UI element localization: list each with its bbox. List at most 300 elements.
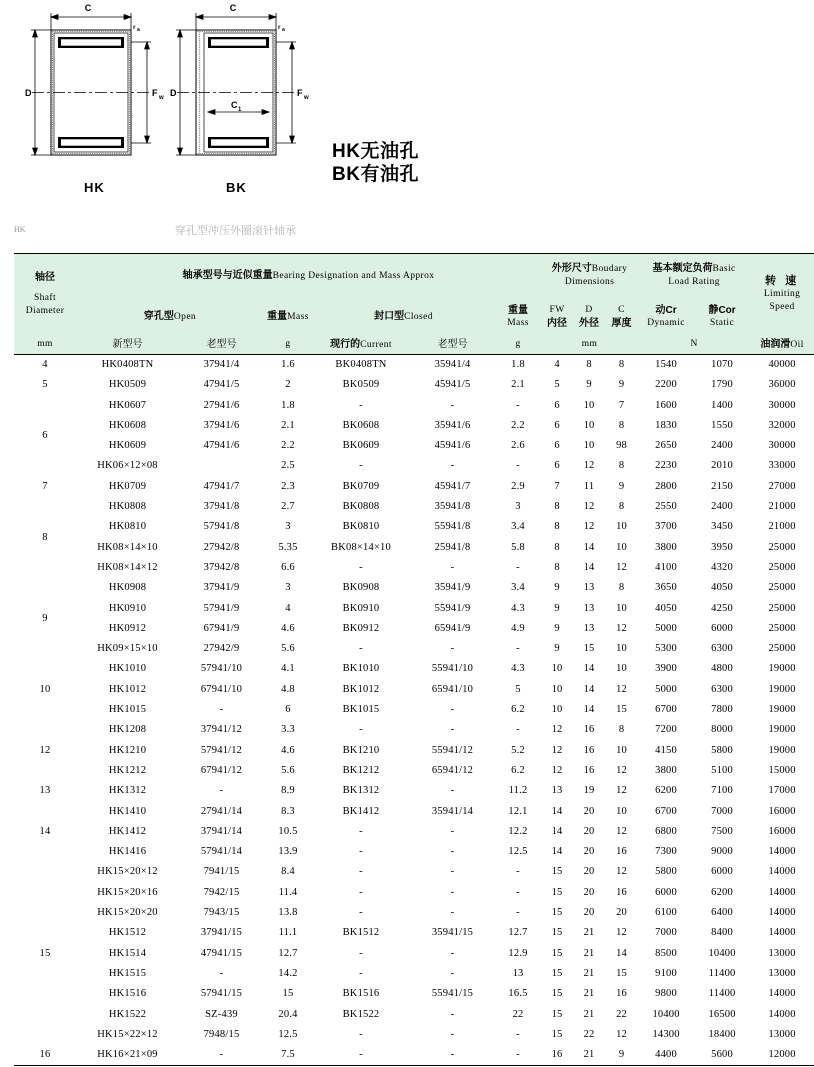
table-row — [14, 497, 814, 517]
cell-open-new: HK0908 — [108, 582, 147, 594]
cell-open-old: 37941/9 — [203, 582, 240, 594]
cell-cr: 5000 — [655, 622, 677, 634]
cell-open-new: HK1514 — [108, 947, 147, 959]
cell-fw: 8 — [554, 521, 560, 533]
cell-speed: 16000 — [768, 805, 796, 817]
cell-fw: 9 — [554, 643, 560, 655]
cell-c: 12 — [616, 785, 627, 797]
cell-d: 12 — [583, 460, 595, 472]
header-mass1-group — [264, 298, 312, 336]
cell-open-old: - — [179, 1045, 264, 1066]
cell-speed: 27000 — [768, 480, 796, 492]
cell-open-new: HK15×20×12 — [97, 866, 158, 878]
cell-mass2: 22 — [512, 1008, 524, 1020]
cell-cor: 6300 — [711, 643, 733, 655]
cell-fw: 15 — [551, 866, 563, 878]
table-row — [14, 781, 814, 801]
cell-mass2: 11.2 — [508, 785, 528, 797]
cell-speed: 36000 — [768, 379, 796, 391]
cell-d: 9 — [586, 379, 592, 391]
header-mass2-cn: 重量 — [508, 304, 529, 316]
cell-fw: 9 — [554, 602, 560, 614]
cell-d: 22 — [583, 1028, 595, 1040]
cell-speed: 19000 — [768, 663, 796, 675]
svg-text:w: w — [304, 95, 309, 101]
cell-mass1: 2.5 — [281, 460, 295, 472]
cell-d: 13 — [583, 622, 595, 634]
cell-closed-old: - — [450, 947, 455, 959]
table-row — [14, 578, 814, 598]
cell-open-new: HK1212 — [108, 764, 147, 776]
cell-closed-cur: BK1010 — [342, 663, 380, 675]
cell-fw: 10 — [551, 704, 563, 716]
cell-open-new: HK15×22×12 — [97, 1028, 158, 1040]
cell-cr: 1600 — [655, 399, 677, 411]
cell-cr: 1830 — [655, 419, 677, 431]
cell-open-old: 37942/8 — [203, 561, 240, 573]
cell-closed-old: 65941/12 — [431, 764, 474, 776]
header-load-group — [638, 254, 750, 298]
cell-c: 10 — [616, 805, 627, 817]
cell-fw: 12 — [551, 724, 563, 736]
cell-c: 22 — [616, 1008, 627, 1020]
cell-closed-cur: BK1015 — [342, 704, 380, 716]
cell-cor: 1070 — [711, 359, 733, 370]
cell-open-old: 57941/10 — [200, 663, 243, 675]
cell-closed-cur: - — [312, 1045, 410, 1066]
cell-speed: 16000 — [768, 825, 796, 837]
cell-shaft-diameter: 8 — [42, 531, 48, 543]
cell-fw: 12 — [551, 764, 563, 776]
cell-closed-cur: - — [359, 460, 363, 472]
header-fw — [541, 298, 573, 336]
cell-open-old: SZ-439 — [205, 1008, 238, 1020]
cell-open-old: - — [219, 967, 224, 979]
cell-cr: 2200 — [655, 379, 677, 391]
header-mass1-cn: 重量 — [267, 310, 288, 322]
cell-speed: 21000 — [768, 521, 796, 533]
cell-c: 12 — [616, 1028, 627, 1040]
svg-text:a: a — [137, 27, 140, 33]
hk-bearing-cross-section — [18, 0, 168, 175]
table-row — [14, 517, 814, 537]
cell-speed: 30000 — [768, 440, 796, 452]
cell-mass1: 13.8 — [278, 907, 298, 919]
cell-c: 14 — [616, 947, 627, 959]
cell-open-old: 27941/14 — [200, 805, 243, 817]
cell-fw: 10 — [551, 663, 563, 675]
cell-closed-cur: BK0709 — [342, 480, 380, 492]
cell-open-new: HK1512 — [108, 927, 147, 939]
cell-cor: 4320 — [711, 561, 733, 573]
header-designation-group — [76, 254, 541, 298]
cell-open-old: 67941/9 — [203, 622, 240, 634]
cell-closed-cur: BK1012 — [342, 683, 380, 695]
header-mass2-unit: g — [495, 336, 541, 355]
subcaption-row — [0, 215, 742, 253]
table-row — [14, 903, 814, 923]
cell-cr: 9800 — [655, 988, 677, 1000]
cell-open-old: 37941/4 — [203, 359, 240, 370]
cell-speed: 12000 — [750, 1045, 814, 1066]
header-current — [312, 336, 410, 355]
cell-closed-old: - — [450, 399, 455, 411]
cell-cor: 4050 — [711, 582, 733, 594]
cell-closed-cur: - — [359, 846, 363, 858]
cell-open-old: 67941/12 — [200, 764, 243, 776]
cell-mass1: 4.6 — [281, 744, 295, 756]
cell-mass2: 12.2 — [508, 825, 528, 837]
header-d — [573, 298, 605, 336]
cell-c: 20 — [616, 907, 627, 919]
cell-closed-old: 35941/4 — [434, 359, 471, 370]
cell-mass2: 3 — [515, 501, 521, 513]
cell-mass1: 1.6 — [281, 359, 295, 370]
cell-cor: 5100 — [711, 764, 733, 776]
cell-mass2: 5.8 — [511, 541, 525, 553]
cell-d: 15 — [583, 643, 595, 655]
header-d-cn: 外径 — [579, 317, 600, 329]
cell-open-old: 7943/15 — [203, 907, 240, 919]
cell-mass1: 3.3 — [281, 724, 295, 736]
table-row — [14, 456, 814, 476]
cell-speed: 25000 — [768, 561, 796, 573]
bearing-diagram-area — [0, 0, 742, 215]
cell-open-old: 37941/12 — [200, 724, 243, 736]
cell-speed: 14000 — [768, 886, 796, 898]
cell-speed: 25000 — [768, 541, 796, 553]
cell-c: 12 — [616, 866, 627, 878]
cell-closed-cur: BK0609 — [342, 440, 380, 452]
cell-speed: 14000 — [768, 1008, 796, 1020]
hk-label-fw: F — [152, 88, 158, 98]
cell-mass2: 6.2 — [511, 764, 525, 776]
header-mass2-group — [495, 298, 541, 336]
cell-mass1: 6 — [285, 704, 291, 716]
cell-closed-old: - — [450, 846, 455, 858]
cell-d: 20 — [583, 825, 595, 837]
cell-fw: 12 — [551, 744, 563, 756]
cell-mass2: - — [516, 866, 520, 878]
cell-d: 14 — [583, 663, 595, 675]
cell-c: 10 — [616, 602, 627, 614]
cell-c: 16 — [616, 988, 627, 1000]
cell-cor: 11400 — [708, 988, 736, 1000]
cell-cr: 6700 — [655, 704, 677, 716]
cell-d: 21 — [583, 1008, 595, 1020]
header-load-en2: Load Rating — [668, 277, 720, 288]
table-row — [14, 639, 814, 659]
cell-open-old: 57941/8 — [203, 521, 240, 533]
subcaption-left: HK — [14, 225, 26, 234]
cell-fw: 6 — [554, 460, 560, 472]
cell-open-old: 47941/5 — [203, 379, 240, 391]
cell-d: 16 — [583, 724, 595, 736]
cell-mass2: - — [516, 724, 520, 736]
cell-cr: 6200 — [655, 785, 677, 797]
cell-closed-cur: - — [359, 866, 363, 878]
cell-closed-cur: BK0912 — [342, 622, 380, 634]
cell-cr: 9100 — [655, 967, 677, 979]
cell-open-new: HK1515 — [108, 967, 147, 979]
header-new-model: 新型号 — [76, 336, 179, 355]
cell-closed-old: - — [450, 460, 455, 472]
cell-d: 21 — [583, 988, 595, 1000]
cell-open-old: 27942/9 — [203, 643, 240, 655]
cell-c: 8 — [618, 582, 625, 594]
cell-cor: 4800 — [711, 663, 733, 675]
cell-d: 14 — [583, 704, 595, 716]
cell-c: 9 — [618, 379, 625, 391]
cell-d: 20 — [583, 866, 595, 878]
cell-closed-cur: BK0608 — [342, 419, 380, 431]
table-row — [14, 923, 814, 943]
header-closed-en: Closed — [404, 311, 433, 322]
cell-cor: 3950 — [711, 541, 733, 553]
cell-open-old: 37941/14 — [200, 825, 243, 837]
cell-mass2: 6.2 — [511, 704, 525, 716]
cell-cr: 3650 — [655, 582, 677, 594]
cell-c: 12 — [616, 764, 627, 776]
cell-speed: 19000 — [768, 704, 796, 716]
cell-open-old: 27942/8 — [203, 541, 240, 553]
cell-cr: 10400 — [652, 1008, 680, 1020]
cell-d: 12 — [583, 501, 595, 513]
cell-d: 10 — [583, 419, 595, 431]
header-mass1-en: Mass — [287, 311, 309, 322]
cell-fw: 15 — [551, 1008, 563, 1020]
header-open-group — [76, 298, 264, 336]
cell-speed: 19000 — [768, 724, 796, 736]
header-speed-group — [750, 254, 814, 336]
cell-cr: 5000 — [655, 683, 677, 695]
cell-d: 13 — [583, 582, 595, 594]
cell-cor: 4250 — [711, 602, 733, 614]
cell-speed: 14000 — [768, 988, 796, 1000]
cell-cor: 1790 — [711, 379, 733, 391]
cell-d: 10 — [583, 399, 595, 411]
svg-text:w: w — [159, 95, 164, 101]
cell-cor: 6000 — [711, 622, 733, 634]
cell-closed-old: 65941/9 — [434, 622, 471, 634]
cell-d: 21 — [573, 1045, 605, 1066]
cell-open-new: HK1410 — [108, 805, 147, 817]
table-row — [14, 416, 814, 436]
cell-fw: 16 — [541, 1045, 573, 1066]
cell-cor: 8000 — [711, 724, 733, 736]
cell-fw: 8 — [554, 501, 560, 513]
cell-mass2: 2.2 — [511, 419, 525, 431]
cell-closed-old: 55941/10 — [431, 663, 474, 675]
cell-mass2: - — [516, 399, 520, 411]
cell-mass2: 4.3 — [511, 663, 525, 675]
cell-cor: 7100 — [711, 785, 733, 797]
cell-closed-cur: BK1522 — [342, 1008, 380, 1020]
hk-label-c: C — [84, 3, 92, 13]
cell-closed-cur: BK0908 — [342, 582, 380, 594]
cell-mass2: 2.6 — [511, 440, 525, 452]
cell-mass1: 13.9 — [278, 846, 298, 858]
cell-open-new: HK08×14×10 — [97, 541, 158, 553]
cell-mass2: - — [516, 886, 520, 898]
cell-closed-cur: BK1312 — [342, 785, 380, 797]
table-body — [14, 355, 814, 1066]
cell-mass2: - — [516, 643, 520, 655]
cell-cor: 2150 — [711, 480, 733, 492]
cell-shaft-diameter: 6 — [42, 430, 48, 442]
cell-mass1: 4.8 — [281, 683, 295, 695]
cell-open-new: HK0607 — [108, 399, 147, 411]
bearing-specification-table — [14, 253, 814, 1066]
cell-open-new: HK1416 — [108, 846, 147, 858]
cell-closed-old: - — [450, 825, 455, 837]
cell-open-new: HK1516 — [108, 988, 147, 1000]
cell-mass2: 3.4 — [511, 582, 525, 594]
cell-d: 20 — [583, 886, 595, 898]
cell-speed: 17000 — [768, 785, 796, 797]
cell-cor: 1400 — [711, 399, 733, 411]
cell-c: 98 — [616, 440, 627, 452]
cell-open-old: 67941/10 — [200, 683, 243, 695]
cell-c: 12 — [616, 622, 627, 634]
cell-shaft-diameter: 10 — [39, 683, 51, 695]
cell-open-new: HK16×21×09 — [76, 1045, 179, 1066]
header-shaft-cn: 轴径 — [35, 272, 55, 284]
header-oil-cn: 油润滑 — [760, 338, 791, 350]
cell-speed: 14000 — [768, 846, 796, 858]
header-shaft-unit: mm — [14, 336, 76, 355]
header-load-cn: 基本额定负荷 — [652, 263, 713, 275]
cell-mass1: 2.3 — [281, 480, 295, 492]
cell-fw: 4 — [554, 359, 560, 370]
header-cr — [638, 298, 694, 336]
cell-c: 10 — [616, 521, 627, 533]
cell-speed: 25000 — [768, 643, 796, 655]
table-row — [14, 538, 814, 558]
cell-open-old: - — [219, 704, 224, 716]
bk-bearing-cross-section — [163, 0, 313, 175]
cell-mass1: 1.8 — [281, 399, 295, 411]
cell-closed-old: 35941/15 — [431, 927, 474, 939]
cell-cor: 6000 — [711, 866, 733, 878]
bearing-type-legend — [332, 140, 419, 186]
cell-closed-old: - — [450, 886, 455, 898]
cell-mass1: 4.6 — [281, 622, 295, 634]
cell-speed: 25000 — [768, 602, 796, 614]
cell-fw: 14 — [551, 846, 563, 858]
cell-fw: 5 — [554, 379, 560, 391]
table-row — [14, 984, 814, 1004]
cell-closed-old: - — [450, 643, 455, 655]
cell-cor: 10400 — [708, 947, 736, 959]
cell-d: 21 — [583, 967, 595, 979]
cell-cr: 2650 — [655, 440, 677, 452]
cell-d: 10 — [583, 440, 595, 452]
cell-speed: 14000 — [768, 927, 796, 939]
cell-d: 14 — [583, 561, 595, 573]
cell-open-old: 57941/15 — [200, 988, 243, 1000]
cell-closed-old: 45941/7 — [434, 480, 471, 492]
cell-d: 11 — [583, 480, 595, 492]
table-row — [14, 862, 814, 882]
cell-c: 8 — [618, 359, 625, 370]
cell-shaft-diameter: 12 — [39, 744, 51, 756]
cell-mass2: 5 — [515, 683, 521, 695]
cell-open-old: 47941/7 — [203, 480, 240, 492]
cell-closed-cur: BK0509 — [342, 379, 380, 391]
cell-cr: 1540 — [655, 359, 677, 370]
cell-cor: 2010 — [711, 460, 733, 472]
cell-closed-cur: - — [359, 947, 363, 959]
cell-c: 9 — [605, 1045, 638, 1066]
header-cor — [694, 298, 750, 336]
cell-c: 16 — [616, 846, 627, 858]
cell-mass1: 8.3 — [281, 805, 295, 817]
cell-cr: 7000 — [655, 927, 677, 939]
cell-c: 15 — [616, 967, 627, 979]
cell-d: 20 — [583, 846, 595, 858]
bk-label-c: C — [229, 3, 237, 13]
cell-open-new: HK06×12×08 — [97, 460, 158, 472]
cell-cr: 3700 — [655, 521, 677, 533]
header-boundary-cn: 外形尺寸 — [551, 263, 592, 275]
cell-closed-cur: BK0910 — [342, 602, 380, 614]
cell-cor: 6400 — [711, 907, 733, 919]
cell-mass1: 10.5 — [278, 825, 298, 837]
header-open-en: Open — [173, 311, 197, 322]
cell-mass2: 3.4 — [511, 521, 525, 533]
header-shaft-en1: Shaft — [33, 293, 57, 304]
cell-closed-old: 45941/5 — [434, 379, 471, 391]
cell-cr: 3800 — [655, 541, 677, 553]
cell-cor: 8400 — [711, 927, 733, 939]
cell-c: 7 — [618, 399, 625, 411]
cell-mass1: 5.6 — [281, 643, 295, 655]
cell-cor: 5800 — [711, 744, 733, 756]
header-cor-en: Static — [710, 317, 735, 328]
cell-closed-old: 35941/8 — [434, 501, 471, 513]
cell-speed: 19000 — [768, 744, 796, 756]
cell-fw: 14 — [551, 825, 563, 837]
cell-c: 12 — [616, 683, 627, 695]
cell-cr: 6700 — [655, 805, 677, 817]
header-dim-unit: mm — [541, 336, 638, 355]
cell-speed: 33000 — [768, 460, 796, 472]
table-row — [14, 1045, 814, 1066]
cell-open-new: HK0509 — [108, 379, 147, 391]
cell-cr: 6800 — [655, 825, 677, 837]
cell-cr: 3800 — [655, 764, 677, 776]
cell-closed-old: - — [450, 1008, 455, 1020]
header-speed-en2: Speed — [769, 302, 795, 313]
cell-cr: 7300 — [655, 846, 677, 858]
cell-mass2: 13 — [512, 967, 524, 979]
cell-c: 9 — [618, 480, 625, 492]
header-c-cn: 厚度 — [611, 317, 632, 329]
header-designation-cn: 轴承型号与近似重量 — [182, 269, 273, 281]
cell-c: 10 — [616, 541, 627, 553]
cell-mass1: 14.2 — [278, 967, 298, 979]
cell-mass1: 3 — [285, 582, 291, 594]
cell-mass2: - — [516, 1028, 520, 1040]
cell-fw: 6 — [554, 399, 560, 411]
cell-d: 13 — [583, 602, 595, 614]
cell-open-new: HK0808 — [108, 501, 147, 513]
cell-closed-cur: - — [359, 825, 363, 837]
table-row — [14, 741, 814, 761]
cell-c: 8 — [618, 501, 625, 513]
cell-c: 12 — [616, 561, 627, 573]
